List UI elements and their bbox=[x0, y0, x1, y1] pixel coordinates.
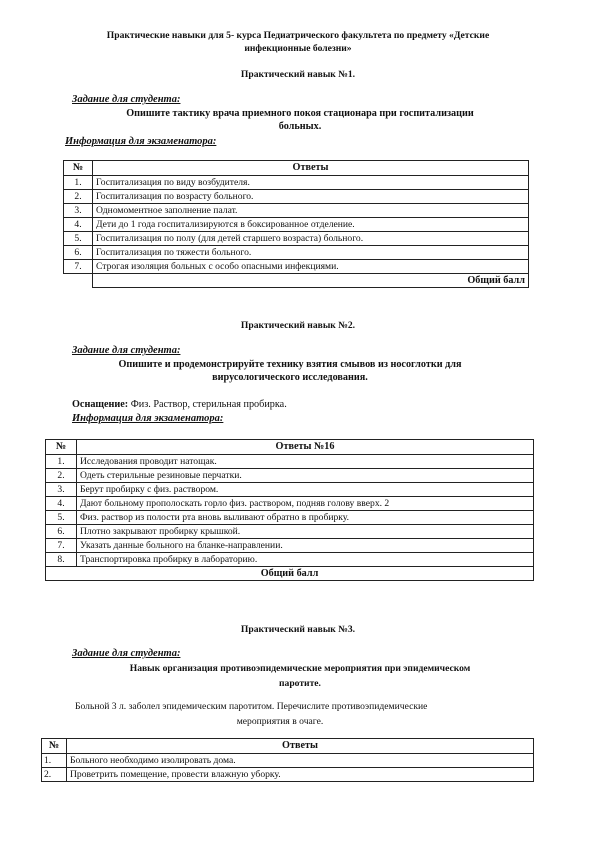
table-row bbox=[46, 497, 534, 511]
table-row bbox=[46, 469, 534, 483]
skill2-task-label: Задание для студента: bbox=[72, 345, 181, 356]
table-row bbox=[64, 190, 529, 204]
table-header-row bbox=[42, 739, 534, 754]
skill2-task-line1: Опишите и продемонстрируйте технику взятия смывов из носоглотки для bbox=[118, 359, 462, 370]
equipment-label: Оснащение: bbox=[72, 399, 129, 410]
skill1-task-label: Задание для студента: bbox=[72, 94, 181, 105]
row-text: Госпитализация по возрасту больного. bbox=[93, 190, 529, 204]
row-text: Дают больному прополоскать горло физ. раствором, подняв голову вверх. 2 bbox=[77, 497, 534, 511]
col-answers-header: Ответы bbox=[93, 161, 529, 176]
row-text: Госпитализация по тяжести больного. bbox=[93, 246, 529, 260]
document-header-line2: инфекционные болезни» bbox=[244, 43, 352, 54]
skill2-exam-label: Информация для экзаменатора: bbox=[72, 413, 224, 424]
row-num: 4. bbox=[46, 497, 77, 511]
row-text: Указать данные больного на бланке-направлении. bbox=[77, 539, 534, 553]
skill3-case-line1: Больной 3 л. заболел эпидемическим паротитом. Перечислите противоэпидемические bbox=[75, 701, 428, 712]
row-text: Больного необходимо изолировать дома. bbox=[67, 754, 534, 768]
row-text: Транспортировка пробирку в лабораторию. bbox=[77, 553, 534, 567]
skill1-task-line1: Опишите тактику врача приемного покоя стационара при госпитализации bbox=[126, 108, 474, 119]
table-row bbox=[64, 260, 529, 274]
skill3-case-line2: мероприятия в очаге. bbox=[236, 716, 324, 727]
row-num: 8. bbox=[46, 553, 77, 567]
table-row bbox=[46, 511, 534, 525]
row-text: Госпитализация по полу (для детей старшего возраста) больного. bbox=[93, 232, 529, 246]
skill3-answers-table bbox=[41, 738, 534, 782]
row-num: 2. bbox=[46, 469, 77, 483]
row-num: 4. bbox=[64, 218, 93, 232]
table-row bbox=[64, 204, 529, 218]
table-row bbox=[64, 176, 529, 190]
table-row bbox=[64, 232, 529, 246]
row-num: 7. bbox=[46, 539, 77, 553]
skill1-title: Практический навык №1. bbox=[240, 69, 356, 80]
skill3-task-line1: Навык организация противоэпидемические мероприятия при эпидемическом bbox=[129, 663, 471, 674]
col-num-header: № bbox=[46, 440, 77, 455]
table-header-row bbox=[64, 161, 529, 176]
skill3-title: Практический навык №3. bbox=[240, 624, 356, 635]
blank-cell bbox=[64, 274, 93, 288]
row-text: Проветрить помещение, провести влажную уборку. bbox=[67, 768, 534, 782]
row-text: Берут пробирку с физ. раствором. bbox=[77, 483, 534, 497]
row-num: 2. bbox=[64, 190, 93, 204]
table-header-row bbox=[46, 440, 534, 455]
row-num: 3. bbox=[64, 204, 93, 218]
row-num: 6. bbox=[46, 525, 77, 539]
row-num: 1. bbox=[46, 455, 77, 469]
row-text: Госпитализация по виду возбудителя. bbox=[93, 176, 529, 190]
col-num-header: № bbox=[64, 161, 93, 176]
skill3-task-label: Задание для студента: bbox=[72, 648, 181, 659]
col-num-header: № bbox=[42, 739, 67, 754]
skill3-task-line2: паротите. bbox=[279, 678, 321, 689]
skill2-task-line2: вирусологического исследования. bbox=[212, 372, 368, 383]
table-row bbox=[46, 455, 534, 469]
equipment-text: Физ. Раствор, стерильная пробирка. bbox=[128, 399, 287, 410]
skill1-task-line2: больных. bbox=[278, 121, 322, 132]
row-num: 5. bbox=[64, 232, 93, 246]
row-text: Плотно закрывают пробирку крышкой. bbox=[77, 525, 534, 539]
row-num: 5. bbox=[46, 511, 77, 525]
total-score-label: Общий балл bbox=[93, 274, 529, 288]
skill1-exam-label: Информация для экзаменатора: bbox=[65, 136, 217, 147]
row-text: Строгая изоляция больных с особо опасными инфекциями. bbox=[93, 260, 529, 274]
row-text: Одномоментное заполнение палат. bbox=[93, 204, 529, 218]
table-row bbox=[46, 525, 534, 539]
skill2-title: Практический навык №2. bbox=[240, 320, 356, 331]
table-row bbox=[46, 539, 534, 553]
row-num: 1. bbox=[42, 754, 67, 768]
row-text: Одеть стерильные резиновые перчатки. bbox=[77, 469, 534, 483]
skill2-equipment bbox=[72, 398, 287, 411]
row-text: Физ. раствор из полости рта вновь выливают обратно в пробирку. bbox=[77, 511, 534, 525]
total-score-label: Общий балл bbox=[46, 567, 534, 581]
table-row bbox=[64, 218, 529, 232]
table-total-row bbox=[64, 274, 529, 288]
table-row bbox=[46, 553, 534, 567]
table-row bbox=[46, 483, 534, 497]
table-row bbox=[42, 768, 534, 782]
row-num: 7. bbox=[64, 260, 93, 274]
table-row bbox=[64, 246, 529, 260]
col-answers-header: Ответы bbox=[67, 739, 534, 754]
row-text: Дети до 1 года госпитализируются в боксированное отделение. bbox=[93, 218, 529, 232]
row-num: 6. bbox=[64, 246, 93, 260]
col-answers-header: Ответы №16 bbox=[77, 440, 534, 455]
row-num: 3. bbox=[46, 483, 77, 497]
skill1-answers-table bbox=[63, 160, 529, 288]
row-num: 2. bbox=[42, 768, 67, 782]
row-num: 1. bbox=[64, 176, 93, 190]
table-total-row bbox=[46, 567, 534, 581]
row-text: Исследования проводит натощак. bbox=[77, 455, 534, 469]
document-header-line1: Практические навыки для 5- курса Педиатрического факультета по предмету «Детские bbox=[106, 30, 490, 41]
skill2-answers-table bbox=[45, 439, 534, 581]
table-row bbox=[42, 754, 534, 768]
